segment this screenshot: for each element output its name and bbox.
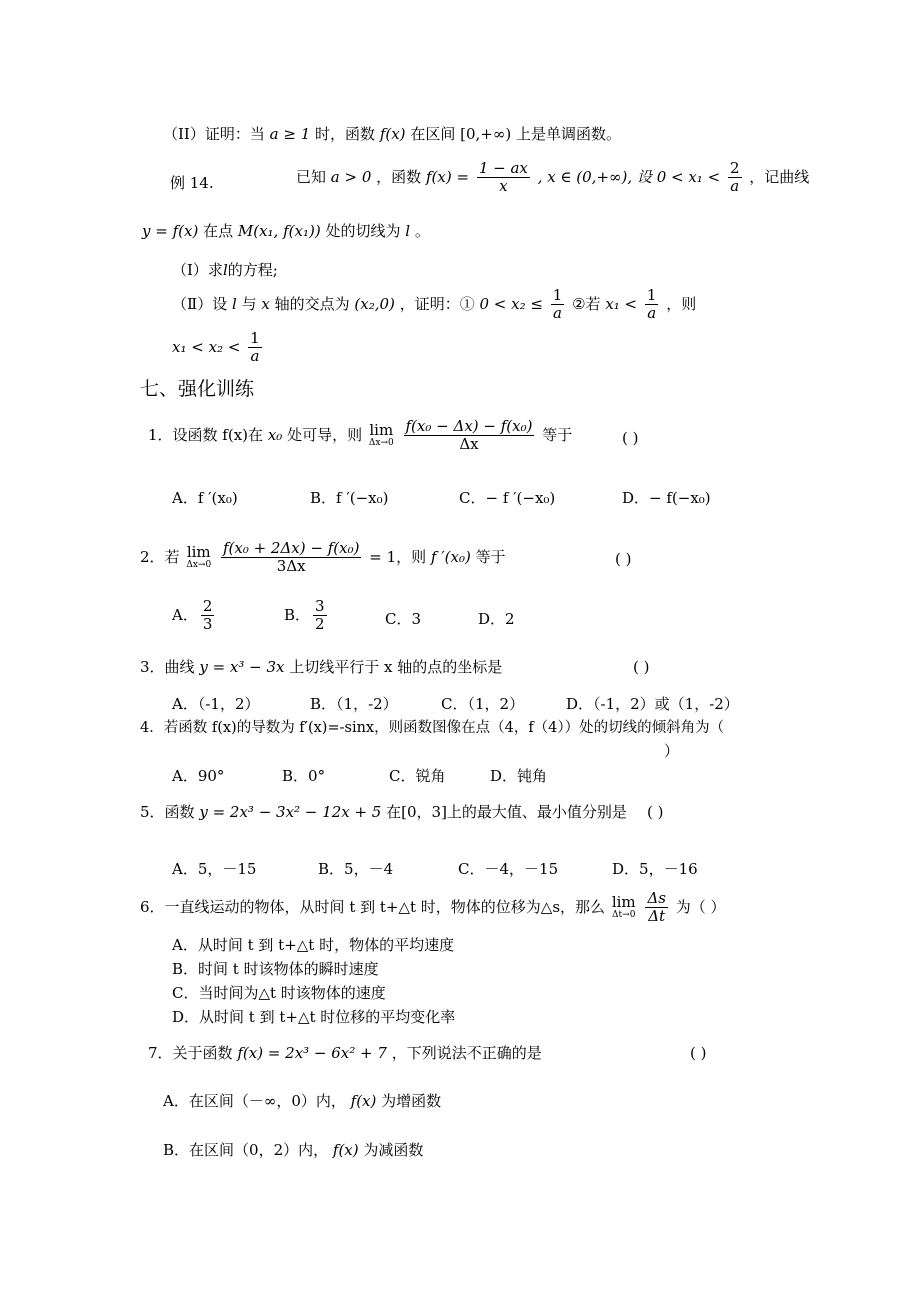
ex14-question-2: （Ⅱ）设 l 与 x 轴的交点为 (x₂,0) ，证明：① 0 < x₂ ≤ $\frac{1}{a}$ ②若 x₁ < $\frac{1}{a}$ ，则 <box>172 286 697 323</box>
q5-answer-paren: ( ) <box>647 803 664 821</box>
question-1: 1．设函数 f(x)在 x₀ 处可导，则 lim Δx→0 $\frac{\text{f(x₀ − Δx) − f(x₀)}}{\Delta x}$ 等于 <box>148 417 573 454</box>
ex14-q2-fraction-2: $\frac{1}{a}$ <box>646 286 657 323</box>
ex14-text-1: 已知 <box>296 167 327 186</box>
question-4: 4．若函数 f(x)的导数为 f′(x)=-sinx，则函数图像在点（4，f（4））处的切线的倾斜角为（ <box>140 720 725 736</box>
q6-limit: lim Δt→0 <box>611 893 636 921</box>
q2-option-d: D．2 <box>478 610 515 628</box>
ex14-curve: y = f(x) <box>142 222 199 240</box>
example-14-label: 例 14. <box>170 174 214 192</box>
q1-answer-paren: ( ) <box>622 429 639 447</box>
ex14-inequality: 0 < x₁ < <box>656 167 721 186</box>
question-7: 7．关于函数 f(x) = 2x³ − 6x² + 7 ，下列说法不正确的是 <box>148 1044 542 1062</box>
q1-option-a: A．f ′(x₀) <box>172 489 238 507</box>
proof-text-c: 在区间 <box>410 125 456 143</box>
q7-answer-paren: ( ) <box>690 1044 707 1062</box>
q5-option-b: B．5，－4 <box>318 860 394 878</box>
q2-option-b: B． $\frac{3}{2}$ <box>284 597 325 634</box>
ex14-q2-fraction-1: $\frac{1}{a}$ <box>552 286 563 323</box>
q5-option-a: A．5，－15 <box>172 860 257 878</box>
section-title: 七、强化训练 <box>140 378 255 400</box>
proof-text-a: （II）证明：当 <box>163 125 265 143</box>
q7-option-b: B．在区间（0，2）内， f(x) 为减函数 <box>163 1141 424 1159</box>
ex14-question-2-end: x₁ < x₂ < $\frac{1}{a}$ <box>172 329 260 366</box>
ex14-q2-end-fraction: $\frac{1}{a}$ <box>250 329 260 366</box>
q6-fraction: $\frac{\Delta s}{\Delta t}$ <box>647 889 666 926</box>
q2-answer-paren: ( ) <box>615 550 632 568</box>
question-3: 3．曲线 y = x³ − 3x 上切线平行于 x 轴的点的坐标是 <box>140 658 503 676</box>
q5-option-d: D．5，－16 <box>612 860 698 878</box>
question-2: 2．若 lim Δx→0 $\frac{\text{f(x₀ + 2Δx) − f(x₀)}}{3\Delta x}$ = 1，则 f ′(x₀) 等于 <box>140 539 506 576</box>
q6-option-b: B．时间 t 时该物体的瞬时速度 <box>172 960 379 978</box>
q2-option-a: A． $\frac{2}{3}$ <box>172 597 213 634</box>
ex14-question-1: （Ⅰ）求l的方程; <box>172 261 278 279</box>
q4-option-a: A．90° <box>172 767 225 785</box>
q7-option-a: A．在区间（－∞，0）内， f(x) 为增函数 <box>163 1092 442 1110</box>
q6-option-a: A．从时间 t 到 t+△t 时，物体的平均速度 <box>172 936 455 954</box>
q1-fraction: $\frac{\text{f(x₀ − Δx) − f(x₀)}}{\Delta x}$ <box>405 417 533 454</box>
proof-interval: [0,+∞) <box>460 125 512 143</box>
q4-option-d: D．钝角 <box>490 767 548 785</box>
ex14-condition: a > 0 <box>330 167 372 186</box>
proof-text-d: 上是单调函数。 <box>515 125 621 143</box>
ex14-bound-fraction: $\frac{2}{a}$ <box>729 159 740 196</box>
question-6: 6．一直线运动的物体，从时间 t 到 t+△t 时，物体的位移为△s，那么 lim Δt→0 $\frac{\Delta s}{\Delta t}$ 为（ ） <box>140 889 726 926</box>
q2-option-c: C．3 <box>385 610 422 628</box>
example-14-line2 <box>142 224 430 239</box>
q3-option-b: B．（1，-2） <box>310 695 398 713</box>
ex14-text-3: ，记曲线 <box>749 167 810 186</box>
question-5: 5．函数 y = 2x³ − 3x² − 12x + 5 在[0，3]上的最大值、最小值分别是 <box>140 803 627 821</box>
ex14-tangent-l: l <box>405 222 411 240</box>
q1-option-d: D．− f(−x₀) <box>622 489 711 507</box>
q2-limit: lim Δx→0 <box>186 543 212 571</box>
ex14-domain: , x ∈ (0,+∞), 设 <box>537 167 652 186</box>
q3-option-c: C．（1，2） <box>441 695 525 713</box>
proof-function: f(x) <box>379 125 406 143</box>
ex14-function: f(x) = <box>425 167 470 186</box>
q4-close-paren: ） <box>664 742 680 760</box>
ex14-l2-text-1: 在点 <box>203 222 234 240</box>
ex14-fraction: $\frac{1 - ax}{x}$ <box>478 159 528 196</box>
proof-condition: a ≥ 1 <box>269 125 311 143</box>
ex14-text-2: ，函数 <box>376 167 422 186</box>
ex14-l2-text-3: 。 <box>414 222 430 240</box>
example-14-line1 <box>296 160 809 196</box>
q5-option-c: C．－4，－15 <box>458 860 559 878</box>
q1-limit: lim Δx→0 <box>368 421 394 449</box>
q3-option-a: A．（-1，2） <box>172 695 260 713</box>
proof-line <box>163 127 621 142</box>
q4-option-b: B．0° <box>282 767 326 785</box>
q3-option-d: D．（-1，2）或（1，-2） <box>566 695 739 713</box>
proof-text-b: 时，函数 <box>315 125 376 143</box>
q6-option-d: D．从时间 t 到 t+△t 时位移的平均变化率 <box>172 1008 456 1026</box>
q3-answer-paren: ( ) <box>633 658 650 676</box>
q4-option-c: C．锐角 <box>389 767 446 785</box>
ex14-l2-text-2: 处的切线为 <box>325 222 401 240</box>
ex14-point: M(x₁, f(x₁)) <box>237 222 321 240</box>
q1-option-b: B．f ′(−x₀) <box>310 489 389 507</box>
q6-option-c: C．当时间为△t 时该物体的速度 <box>172 984 386 1002</box>
q1-option-c: C．− f ′(−x₀) <box>459 489 556 507</box>
q2-fraction: $\frac{\text{f(x₀ + 2Δx) − f(x₀)}}{3\Delta x}$ <box>222 539 360 576</box>
